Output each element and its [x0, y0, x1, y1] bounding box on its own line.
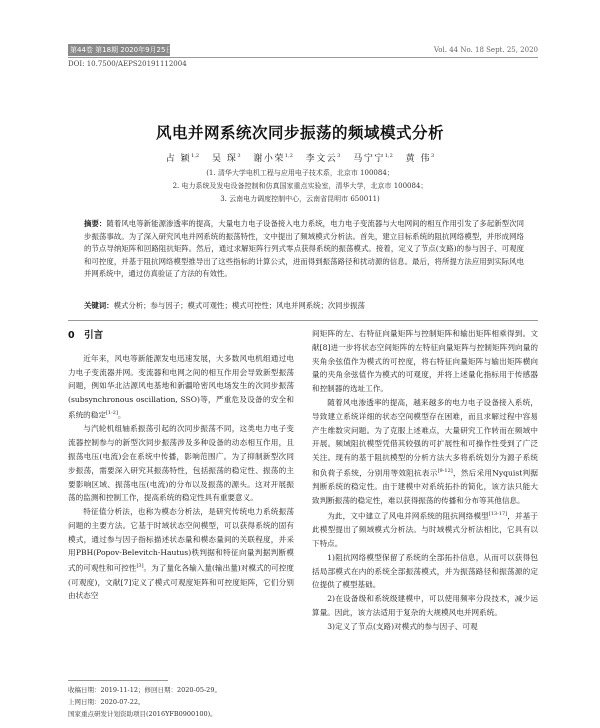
- author-list: [0, 151, 600, 164]
- author: 黄 伟$^3$: [405, 153, 435, 164]
- paragraph: 间矩阵的左、右特征向量矩阵与控制矩阵和输出矩阵相乘得到。文献[8]进一步将状态空间矩阵的左特征向量矩阵与控制矩阵列向量的夹角余弦值作为模式的可控度，将右特征向量矩阵与输出矩阵横向量的夹角余弦值作为模式的可观度，并将上述量化指标用于传感器和控制器的选址工作。: [312, 329, 538, 394]
- paragraph: 2)在设备级和系统级建模中，可以使用频率分段技术，减少运算量。因此，该方法适用于复杂的大规模风电并网系统。: [312, 594, 538, 617]
- footnote: 国家重点研发计划资助项目(2016YFB0900100)。: [68, 710, 217, 718]
- journal-issue: 第44卷 第18期 2020年9月25日: [70, 46, 173, 54]
- affiliation: 2. 电力系统及发电设备控制和仿真国家重点实验室，清华大学，北京市 100084；: [172, 182, 428, 190]
- paragraph: 近年来，风电等新能源发电迅速发展，大多数风电机组通过电力电子变流器并网。变流器和电网之间的相互作用会导致新型振荡问题，例如华北沽源风电基地和新疆哈密风电场发生的次同步振荡(subsynchronous oscillation, SSO)等，严重危及设备的安全和系统的稳定[1-2]。: [68, 353, 294, 420]
- abstract-divider: [68, 320, 538, 321]
- citation[interactable]: [13-17]: [488, 510, 508, 517]
- affiliation: 3. 云南电力调度控制中心，云南省昆明市 650011): [220, 195, 380, 203]
- author: 马宁宁$^{1,2}$: [353, 153, 393, 164]
- abstract-label: 摘要：: [84, 219, 107, 228]
- keywords: [84, 300, 524, 312]
- footnote-divider: [68, 680, 168, 681]
- keywords-label: 关键词：: [84, 301, 114, 310]
- author: 李文云$^3$: [305, 153, 341, 164]
- footnotes: [68, 684, 221, 720]
- abstract-text: 随着风电等新能源渗透率的提高，大量电力电子设备接入电力系统，电力电子变流器与大电网间的相互作用引发了多起新型次同步振荡事故。为了深入研究风电并网系统的振荡特性，文中提出了频域模式分析法。首先，建立目标系统的阻抗网络模型，并形成网络的节点导纳矩阵和回路阻抗矩阵。然后，通过求解矩阵行列式零点获得系统的振荡模式。接着，定义了节点(支路)的参与因子、可观度和可控度，并基于阻抗网络模型推导出了这些指标的计算公式，进而得到振荡路径和扰动源的信息。最后，将所提方法应用到实际风电并网系统中，通过仿真验证了方法的有效性。: [84, 219, 524, 279]
- footnote: 收稿日期：2019-11-12；修回日期：2020-05-29。: [68, 686, 221, 694]
- header-divider: [68, 57, 538, 58]
- citation[interactable]: [9-12]: [437, 467, 453, 474]
- paragraph: 特征值分析法，也称为模态分析法，是研究传统电力系统振荡问题的主要方法。它基于时域状态空间模型，可以获得系统的固有模式，通过参与因子指标描述状态量和模态量间的关联程度，并采用PBH(Popov-Belevitch-Hautus)秩判据和特征向量判据判断模式的可观性和可控性[3]。为了量化各输入量(输出量)对模式的可控度(可观度)，文献[7]定义了模式可观度矩阵和可控度矩阵，它们分别由状态空: [68, 507, 294, 601]
- right-column: [312, 327, 538, 634]
- journal-volume: Vol. 44 No. 18 Sept. 25, 2020: [433, 46, 538, 54]
- citation[interactable]: [1-2]: [105, 409, 118, 416]
- paragraph: 为此，文中建立了风电并网系统的阻抗网络模型[13-17]，并基于此模型提出了频域模式分析法。与时域模式分析法相比，它具有以下特点。: [312, 510, 539, 549]
- footnote: 上网日期：2020-07-22。: [68, 698, 145, 706]
- author: 占 颖$^{1,2}$: [165, 153, 200, 164]
- paragraph: 随着风电渗透率的提高，越来越多的电力电子设备接入系统，导致建立系统详细的状态空间模型存在困难，而且求解过程中容易产生维数灾问题。为了克服上述难点，大量研究工作转而在频域中开展。频域阻抗模型凭借其较强的可扩展性和可操作性受到了广泛关注。现有的基于阻抗模型的分析方法大多将系统划分为源子系统和负荷子系统，分别用等效阻抗表示[9-12]，然后采用Nyquist判据判断系统的稳定性。由于建模中对系统拓扑的简化，该方法只能大致判断振荡的稳定性，难以获得振荡的传播和分布等其他信息。: [312, 397, 538, 506]
- doi: DOI: 10.7500/AEPS20191112004: [68, 60, 187, 68]
- affiliation: (1. 清华大学电机工程与应用电子技术系，北京市 100084；: [206, 169, 394, 177]
- affiliations: [0, 167, 600, 206]
- paragraph: 1)阻抗网络模型保留了系统的全部拓扑信息，从而可以获得包括局部模式在内的系统全部振荡模式，并为振荡路径和振荡源的定位提供了模型基础。: [312, 552, 538, 590]
- author: 谢小荣$^{1,2}$: [253, 153, 293, 164]
- section-heading: 0 引言: [68, 330, 104, 341]
- left-column: [68, 327, 294, 603]
- keywords-text: 模式分析；参与因子；模式可观性；模式可控性；风电并网系统；次同步振荡: [113, 301, 365, 310]
- abstract: [84, 218, 524, 281]
- citation[interactable]: [3]: [136, 563, 144, 570]
- paper-title: 风电并网系统次同步振荡的频域模式分析: [155, 124, 444, 142]
- author: 吴 琛$^3$: [211, 153, 241, 164]
- paragraph: 与汽轮机组轴系振荡引起的次同步振荡不同，这类电力电子变流器控制参与的新型次同步振荡涉及多种设备的动态相互作用，且振荡电压(电流)会在系统中传播，影响范围广。为了抑制新型次同步振荡，需要深入研究其振荡特性，包括振荡的稳定性、振荡的主要影响区域、振荡电压(电流)的分布以及振荡的源头。这对开展振荡的监测和控制工作，提高系统的稳定性具有重要意义。: [68, 424, 294, 503]
- paragraph: 3)定义了节点(支路)对模式的参与因子、可观: [327, 621, 478, 631]
